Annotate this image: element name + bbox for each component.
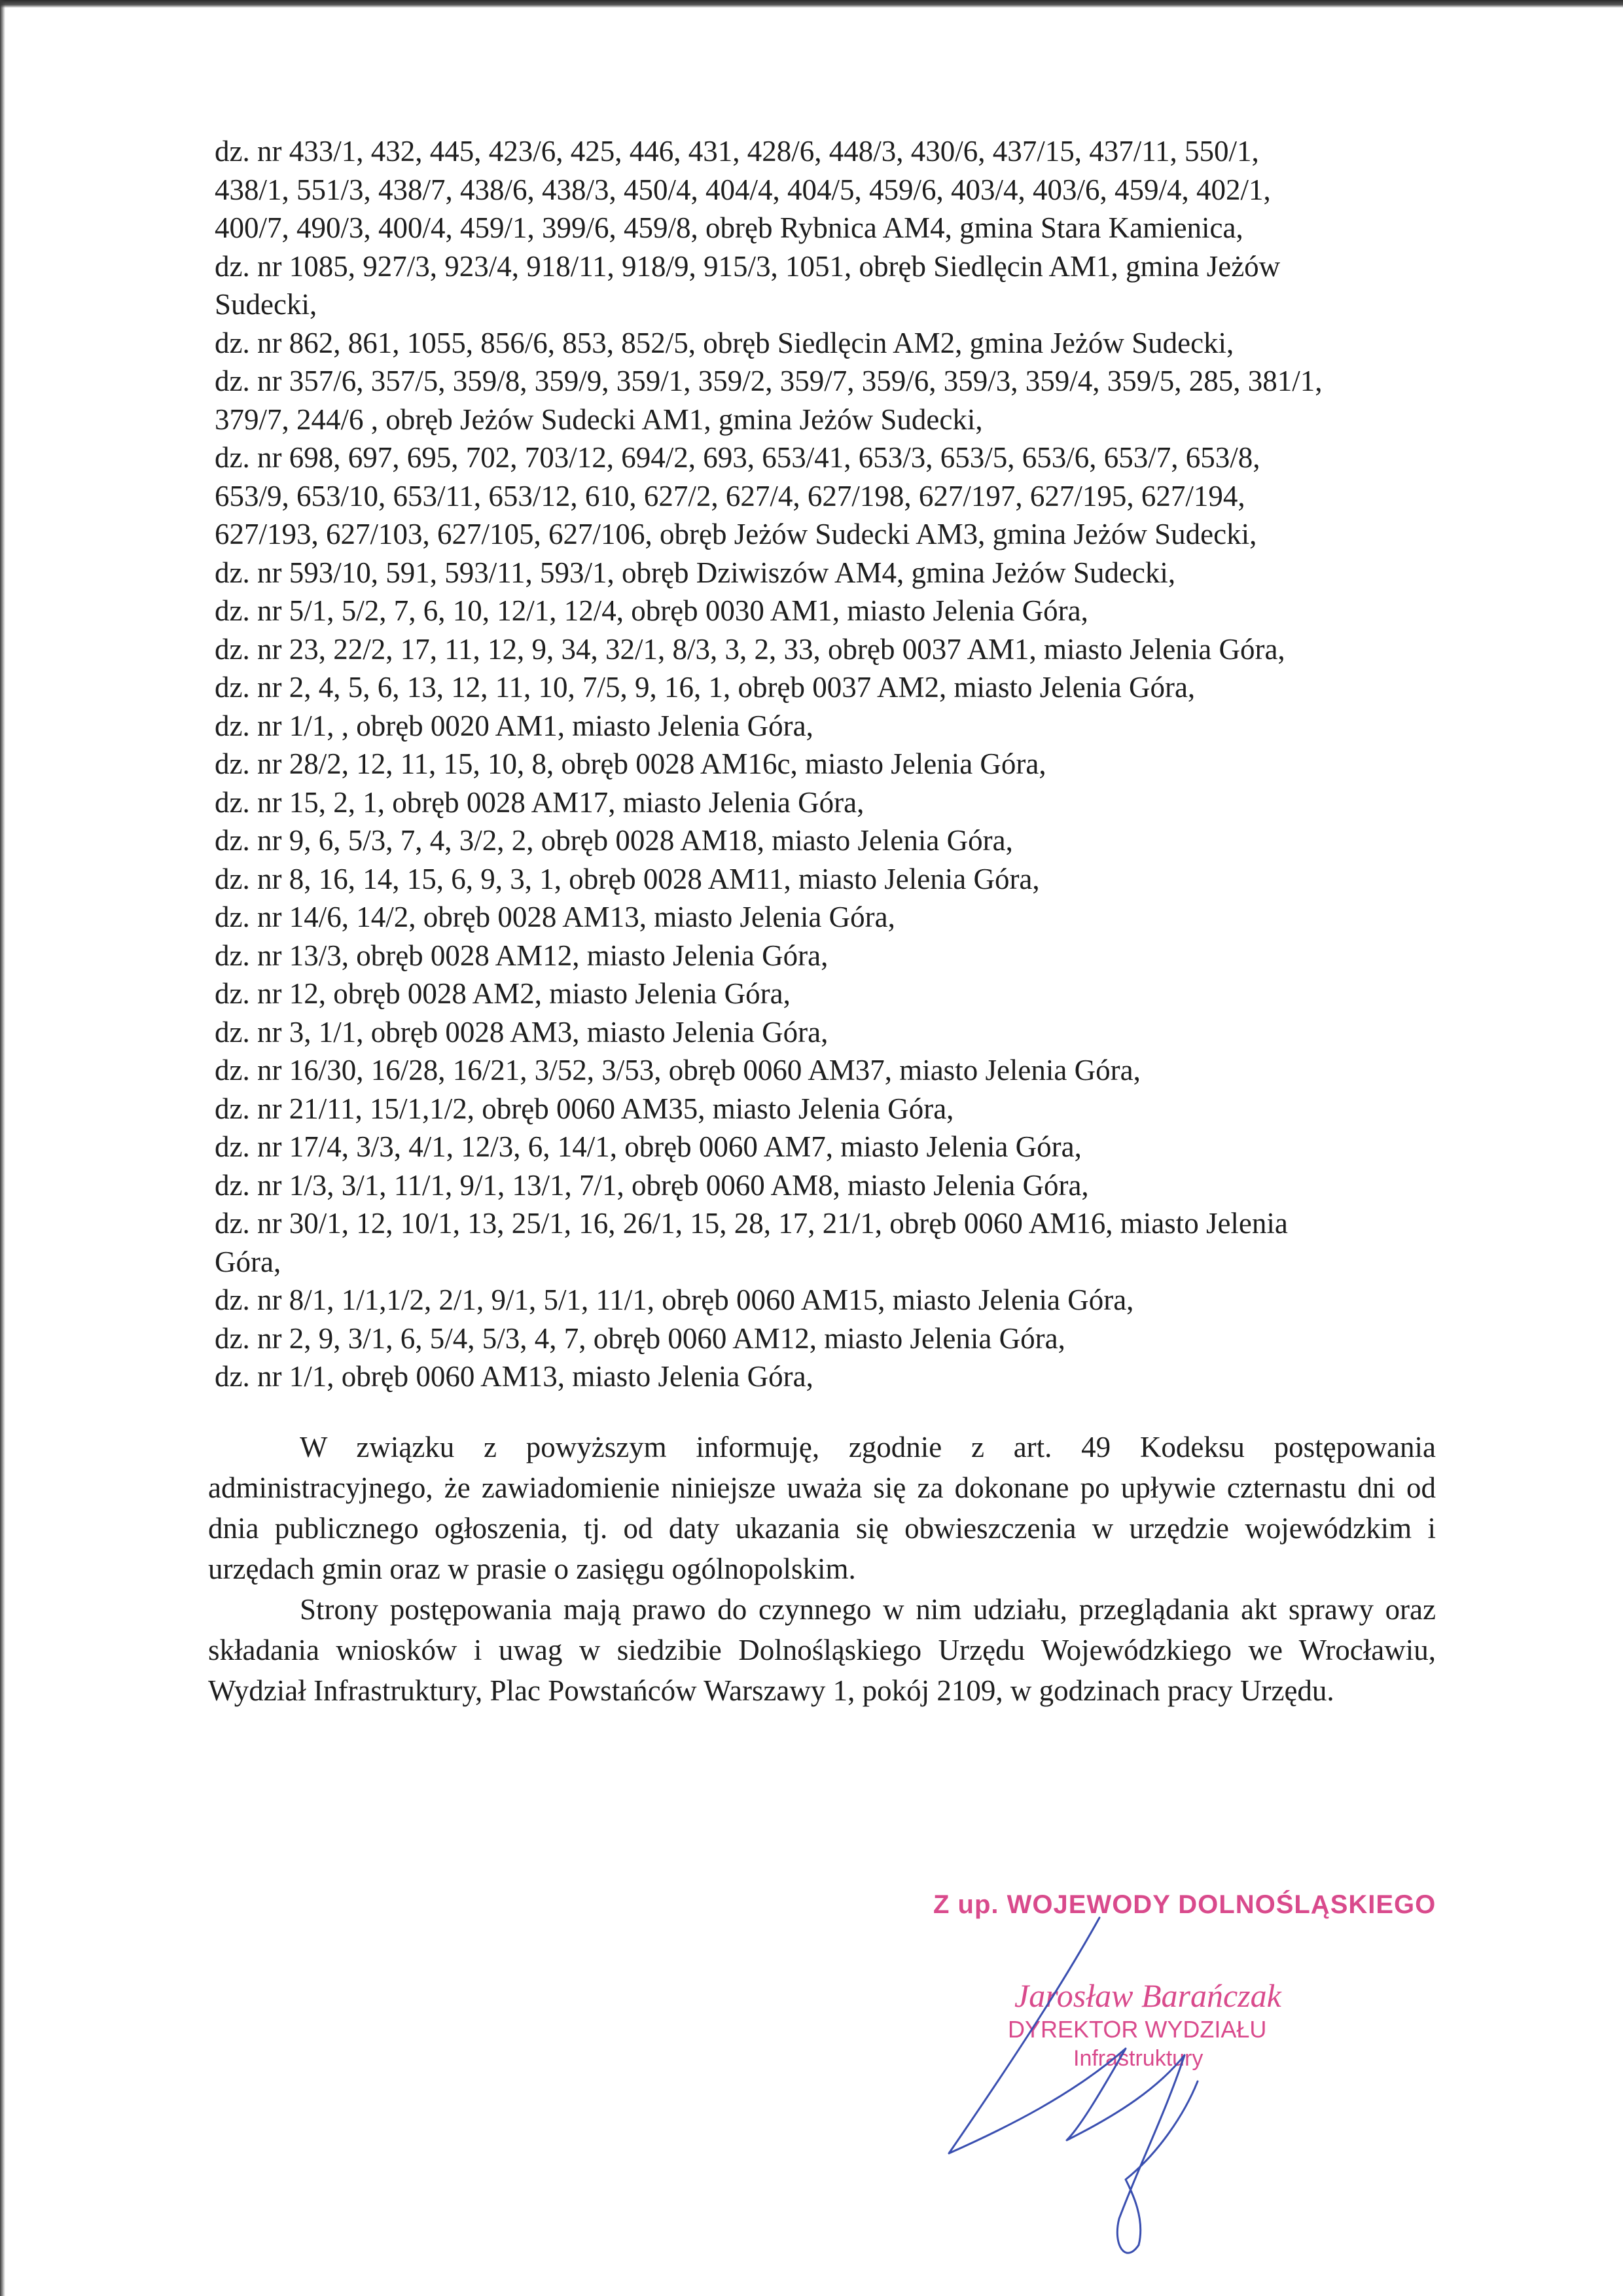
notice-paragraph: W związku z powyższym informuję, zgodnie z art. 49 Kodeksu postępowania administracyjnego, że zawiadomienie niniejsze uważa się za dokonane po upływie czternastu dni od dnia publicznego ogłoszenia, tj. od daty ukazania się obwieszczenia w urzędzie wojewódzkim i urzędach gmin oraz w prasie o zasięgu ogólnopolskim. (208, 1431, 1436, 1585)
parcel-line: dz. nr 698, 697, 695, 702, 703/12, 694/2, 693, 653/41, 653/3, 653/5, 653/6, 653/7, 653/8, (215, 441, 1260, 474)
parcel-line: dz. nr 12, obręb 0028 AM2, miasto Jelenia Góra, (215, 977, 791, 1010)
parcel-line: dz. nr 28/2, 12, 11, 15, 10, 8, obręb 0028 AM16c, miasto Jelenia Góra, (215, 747, 1046, 780)
handwritten-signature-icon (903, 1878, 1400, 2284)
parcel-line: dz. nr 3, 1/1, obręb 0028 AM3, miasto Jelenia Góra, (215, 1015, 829, 1049)
stamp-department: Infrastruktury (1073, 2046, 1204, 2071)
parcel-line: dz. nr 433/1, 432, 445, 423/6, 425, 446, 431, 428/6, 448/3, 430/6, 437/15, 437/11, 550/1, (215, 135, 1259, 168)
parcel-line: dz. nr 1085, 927/3, 923/4, 918/11, 918/9, 915/3, 1051, obręb Siedlęcin AM1, gmina Jeżów (215, 249, 1281, 283)
parcel-line: dz. nr 1/1, , obręb 0020 AM1, miasto Jelenia Góra, (215, 709, 813, 742)
parcel-line: 627/193, 627/103, 627/105, 627/106, obręb Jeżów Sudecki AM3, gmina Jeżów Sudecki, (215, 518, 1257, 550)
parcel-line: dz. nr 2, 4, 5, 6, 13, 12, 11, 10, 7/5, 9, 16, 1, obręb 0037 AM2, miasto Jelenia Góra, (215, 671, 1196, 704)
stamp-role: DYREKTOR WYDZIAŁU (1008, 2016, 1267, 2043)
parcel-line: dz. nr 2, 9, 3/1, 6, 5/4, 5/3, 4, 7, obręb 0060 AM12, miasto Jelenia Góra, (215, 1321, 1065, 1355)
parcel-line: dz. nr 30/1, 12, 10/1, 13, 25/1, 16, 26/1, 15, 28, 17, 21/1, obręb 0060 AM16, miasto Jelenia (215, 1207, 1288, 1240)
parcel-line: dz. nr 15, 2, 1, obręb 0028 AM17, miasto Jelenia Góra, (215, 785, 865, 819)
parcel-line: Góra, (215, 1245, 281, 1278)
parcel-line: dz. nr 13/3, obręb 0028 AM12, miasto Jelenia Góra, (215, 939, 829, 972)
parcel-line: dz. nr 21/11, 15/1,1/2, obręb 0060 AM35, miasto Jelenia Góra, (215, 1092, 954, 1125)
notice-paragraph: Strony postępowania mają prawo do czynnego w nim udziału, przeglądania akt sprawy oraz składania wniosków i uwag w siedzibie Dolnośląskiego Urzędu Wojewódzkiego we Wrocławiu, Wydział Infrastruktury, Plac Powstańców Warszawy 1, pokój 2109, w godzinach pracy Urzędu. (208, 1593, 1436, 1707)
parcel-list (215, 132, 1445, 1396)
scan-edge-top (0, 0, 1623, 8)
parcel-line: dz. nr 8, 16, 14, 15, 6, 9, 3, 1, obręb 0028 AM11, miasto Jelenia Góra, (215, 862, 1040, 895)
stamp-title: Z up. WOJEWODY DOLNOŚLĄSKIEGO (933, 1890, 1436, 1919)
parcel-line: dz. nr 1/3, 3/1, 11/1, 9/1, 13/1, 7/1, obręb 0060 AM8, miasto Jelenia Góra, (215, 1168, 1089, 1202)
parcel-line: dz. nr 16/30, 16/28, 16/21, 3/52, 3/53, obręb 0060 AM37, miasto Jelenia Góra, (215, 1054, 1141, 1086)
parcel-line: dz. nr 9, 6, 5/3, 7, 4, 3/2, 2, obręb 0028 AM18, miasto Jelenia Góra, (215, 824, 1013, 857)
parcel-line: dz. nr 23, 22/2, 17, 11, 12, 9, 34, 32/1, 8/3, 3, 2, 33, obręb 0037 AM1, miasto Jelenia Góra, (215, 632, 1285, 666)
parcel-line: 653/9, 653/10, 653/11, 653/12, 610, 627/2, 627/4, 627/198, 627/197, 627/195, 627/194, (215, 479, 1245, 512)
scan-edge-left (0, 0, 5, 2296)
parcel-line: 400/7, 490/3, 400/4, 459/1, 399/6, 459/8, obręb Rybnica AM4, gmina Stara Kamienica, (215, 211, 1243, 244)
parcel-line: 438/1, 551/3, 438/7, 438/6, 438/3, 450/4, 404/4, 404/5, 459/6, 403/4, 403/6, 459/4, 402/1, (215, 173, 1271, 206)
parcel-line: dz. nr 8/1, 1/1,1/2, 2/1, 9/1, 5/1, 11/1, obręb 0060 AM15, miasto Jelenia Góra, (215, 1283, 1134, 1316)
parcel-line: dz. nr 1/1, obręb 0060 AM13, miasto Jelenia Góra, (215, 1360, 813, 1393)
parcel-line: dz. nr 17/4, 3/3, 4/1, 12/3, 6, 14/1, obręb 0060 AM7, miasto Jelenia Góra, (215, 1130, 1082, 1163)
parcel-line: 379/7, 244/6 , obręb Jeżów Sudecki AM1, gmina Jeżów Sudecki, (215, 403, 983, 436)
parcel-line: dz. nr 593/10, 591, 593/11, 593/1, obręb Dziwiszów AM4, gmina Jeżów Sudecki, (215, 556, 1176, 589)
parcel-line: dz. nr 5/1, 5/2, 7, 6, 10, 12/1, 12/4, obręb 0030 AM1, miasto Jelenia Góra, (215, 594, 1088, 627)
official-stamp (903, 1878, 1436, 2284)
parcel-line: dz. nr 357/6, 357/5, 359/8, 359/9, 359/1, 359/2, 359/7, 359/6, 359/3, 359/4, 359/5, 285, 381/1, (215, 365, 1323, 397)
parcel-line: dz. nr 14/6, 14/2, obręb 0028 AM13, miasto Jelenia Góra, (215, 901, 895, 933)
notice-body (208, 1427, 1436, 1711)
parcel-line: Sudecki, (215, 288, 317, 321)
stamp-name: Jarosław Barańczak (1014, 1977, 1281, 2014)
parcel-line: dz. nr 862, 861, 1055, 856/6, 853, 852/5, obręb Siedlęcin AM2, gmina Jeżów Sudecki, (215, 326, 1234, 359)
